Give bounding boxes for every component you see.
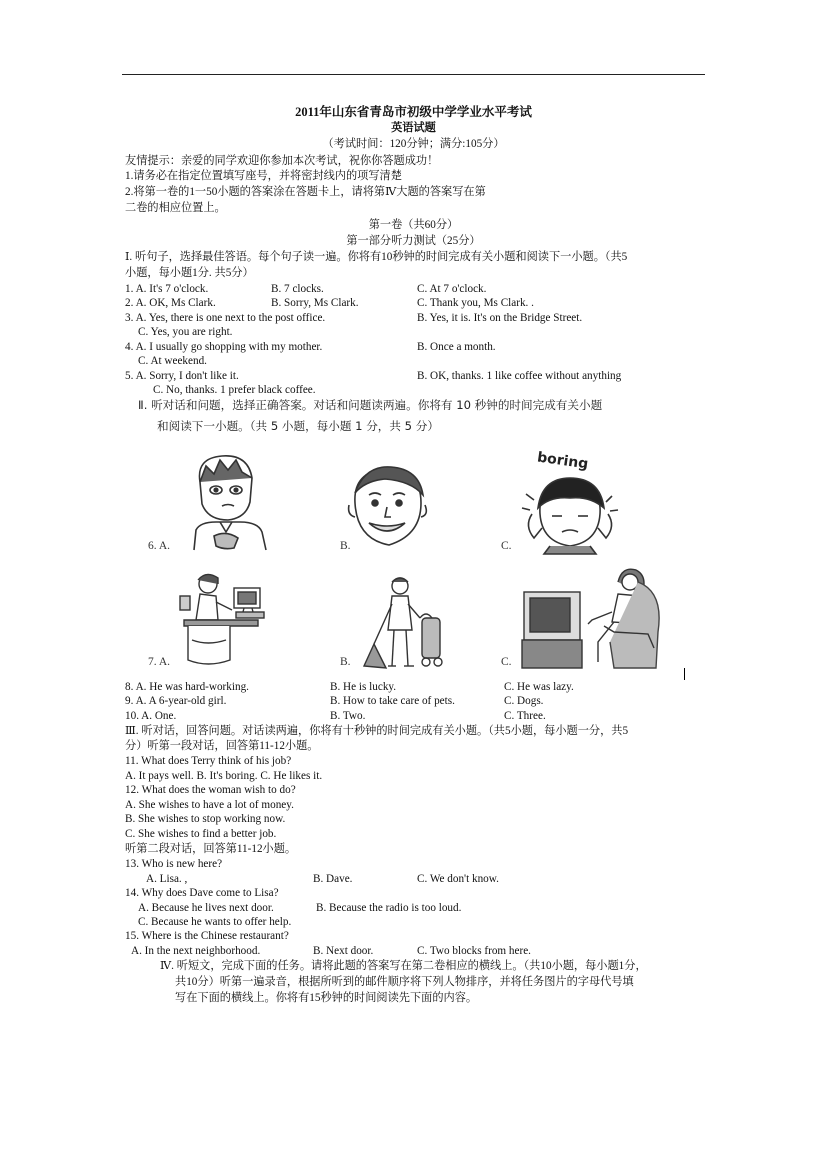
header-rule (122, 74, 705, 75)
second-dialog-instr: 听第二段对话，回答第11-12小题。 (125, 843, 297, 855)
picture-7a-office-worker (178, 570, 274, 670)
picture-6c-bored-boy (520, 474, 620, 556)
q6-label-a: 6. A. (148, 540, 171, 552)
q14: 14. Why does Dave come to Lisa? (125, 887, 279, 899)
q1-b: B. 7 clocks. (271, 283, 324, 295)
q8-b: B. He is lucky. (330, 681, 397, 693)
q10-b: B. Two. (330, 710, 366, 722)
picture-6a-worried-man (186, 452, 272, 552)
volume1-title: 第一卷（共60分） (368, 219, 459, 231)
note-1: 1.请务必在指定位置填写座号，并将密封线内的项写清楚 (125, 170, 402, 182)
q5-c: C. No, thanks. 1 prefer black coffee. (153, 384, 316, 396)
section1-instr-1: Ⅰ. 听句子，选择最佳答语。每个句子读一遍。你将有10秒钟的时间完成有关小题和阅读下一小题。（共5 (125, 251, 628, 263)
q1-a: 1. A. It's 7 o'clock. (125, 283, 209, 295)
section4-line-2: 共10分）听第一遍录音，根据所听到的邮件顺序将下列人物排序，并将任务图片的字母代号填 (175, 976, 634, 988)
q15-a: A. In the next neighborhood. (131, 945, 261, 957)
q13: 13. Who is new here? (125, 858, 223, 870)
greeting-note: 友情提示：亲爱的同学欢迎你参加本次考试，祝你你答题成功！ (125, 155, 439, 167)
exam-info: （考试时间：120分钟；满分:105分） (322, 138, 505, 150)
q15: 15. Where is the Chinese restaurant? (125, 930, 289, 942)
q12-c: C. She wishes to find a better job. (125, 828, 277, 840)
q2-c: C. Thank you, Ms Clark. . (417, 297, 534, 309)
q5-a: 5. A. Sorry, I don't like it. (125, 370, 239, 382)
q13-b: B. Dave. (313, 873, 353, 885)
section1-instr-2: 小题，每小题1分. 共5分） (125, 267, 254, 279)
q13-a: A. Lisa. , (146, 873, 188, 885)
picture-7b-woman-vacuuming (362, 574, 454, 672)
q15-c: C. Two blocks from here. (417, 945, 531, 957)
q6-label-b: B. (340, 540, 351, 552)
section3-instr-2: 分）听第一段对话，回答第11-12小题。 (125, 740, 319, 752)
section2-instr-2: 和阅读下一小题。（共 5 小题，每小题 1 分，共 5 分） (157, 419, 439, 433)
exam-title: 2011年山东省青岛市初级中学学业水平考试 (295, 105, 532, 119)
picture-6b-smiling-man (345, 463, 431, 553)
boring-label: boring (536, 449, 590, 473)
q7-label-b: B. (340, 656, 351, 668)
q9-c: C. Dogs. (504, 695, 544, 707)
q11-options: A. It pays well. B. It's boring. C. He likes it. (125, 770, 323, 782)
part1-title: 第一部分听力测试（25分） (346, 235, 481, 247)
section4-line-3: 写在下面的横线上。你将有15秒钟的时间阅读先下面的内容。 (175, 992, 478, 1004)
q6-label-c: C. (501, 540, 512, 552)
q3-a: 3. A. Yes, there is one next to the post office. (125, 312, 326, 324)
q14-c: C. Because he wants to offer help. (138, 916, 292, 928)
section2-instr-1: Ⅱ. 听对话和问题，选择正确答案。对话和问题读两遍。你将有 10 秒钟的时间完成有关小题 (138, 398, 603, 412)
q3-c: C. Yes, you are right. (138, 326, 233, 338)
q1-c: C. At 7 o'clock. (417, 283, 487, 295)
q15-b: B. Next door. (313, 945, 374, 957)
picture-7c-woman-watching-tv (518, 562, 664, 672)
q12-a: A. She wishes to have a lot of money. (125, 799, 294, 811)
section4-line-1: Ⅳ. 听短文，完成下面的任务。请将此题的答案写在第二卷相应的横线上。（共10小题，每小题1分， (160, 960, 647, 972)
note-2a: 2.将第一卷的1一50小题的答案涂在答题卡上，请将第Ⅳ大题的答案写在第 (125, 186, 486, 198)
q7-label-a: 7. A. (148, 656, 171, 668)
section3-instr-1: Ⅲ. 听对话，回答问题。对话读两遍，你将有十秒钟的时间完成有关小题。（共5小题，每小题一分，共5 (125, 725, 629, 737)
note-2b: 二卷的相应位置上。 (125, 202, 226, 214)
q11: 11. What does Terry think of his job? (125, 755, 292, 767)
q4-c: C. At weekend. (138, 355, 207, 367)
q2-a: 2. A. OK, Ms Clark. (125, 297, 216, 309)
q5-b: B. OK, thanks. 1 like coffee without anything (417, 370, 622, 382)
q4-a: 4. A. I usually go shopping with my mother. (125, 341, 323, 353)
q8-a: 8. A. He was hard-working. (125, 681, 249, 693)
q7-label-c: C. (501, 656, 512, 668)
q14-b: B. Because the radio is too loud. (316, 902, 462, 914)
q12: 12. What does the woman wish to do? (125, 784, 296, 796)
q12-b: B. She wishes to stop working now. (125, 813, 286, 825)
q9-a: 9. A. A 6-year-old girl. (125, 695, 227, 707)
q8-c: C. He was lazy. (504, 681, 574, 693)
q10-c: C. Three. (504, 710, 546, 722)
q2-b: B. Sorry, Ms Clark. (271, 297, 359, 309)
q4-b: B. Once a month. (417, 341, 496, 353)
stray-mark (684, 668, 685, 680)
q13-c: C. We don't know. (417, 873, 499, 885)
q10-a: 10. A. One. (125, 710, 177, 722)
exam-subtitle: 英语试题 (391, 122, 436, 134)
q3-b: B. Yes, it is. It's on the Bridge Street. (417, 312, 583, 324)
q14-a: A. Because he lives next door. (138, 902, 274, 914)
q9-b: B. How to take care of pets. (330, 695, 455, 707)
